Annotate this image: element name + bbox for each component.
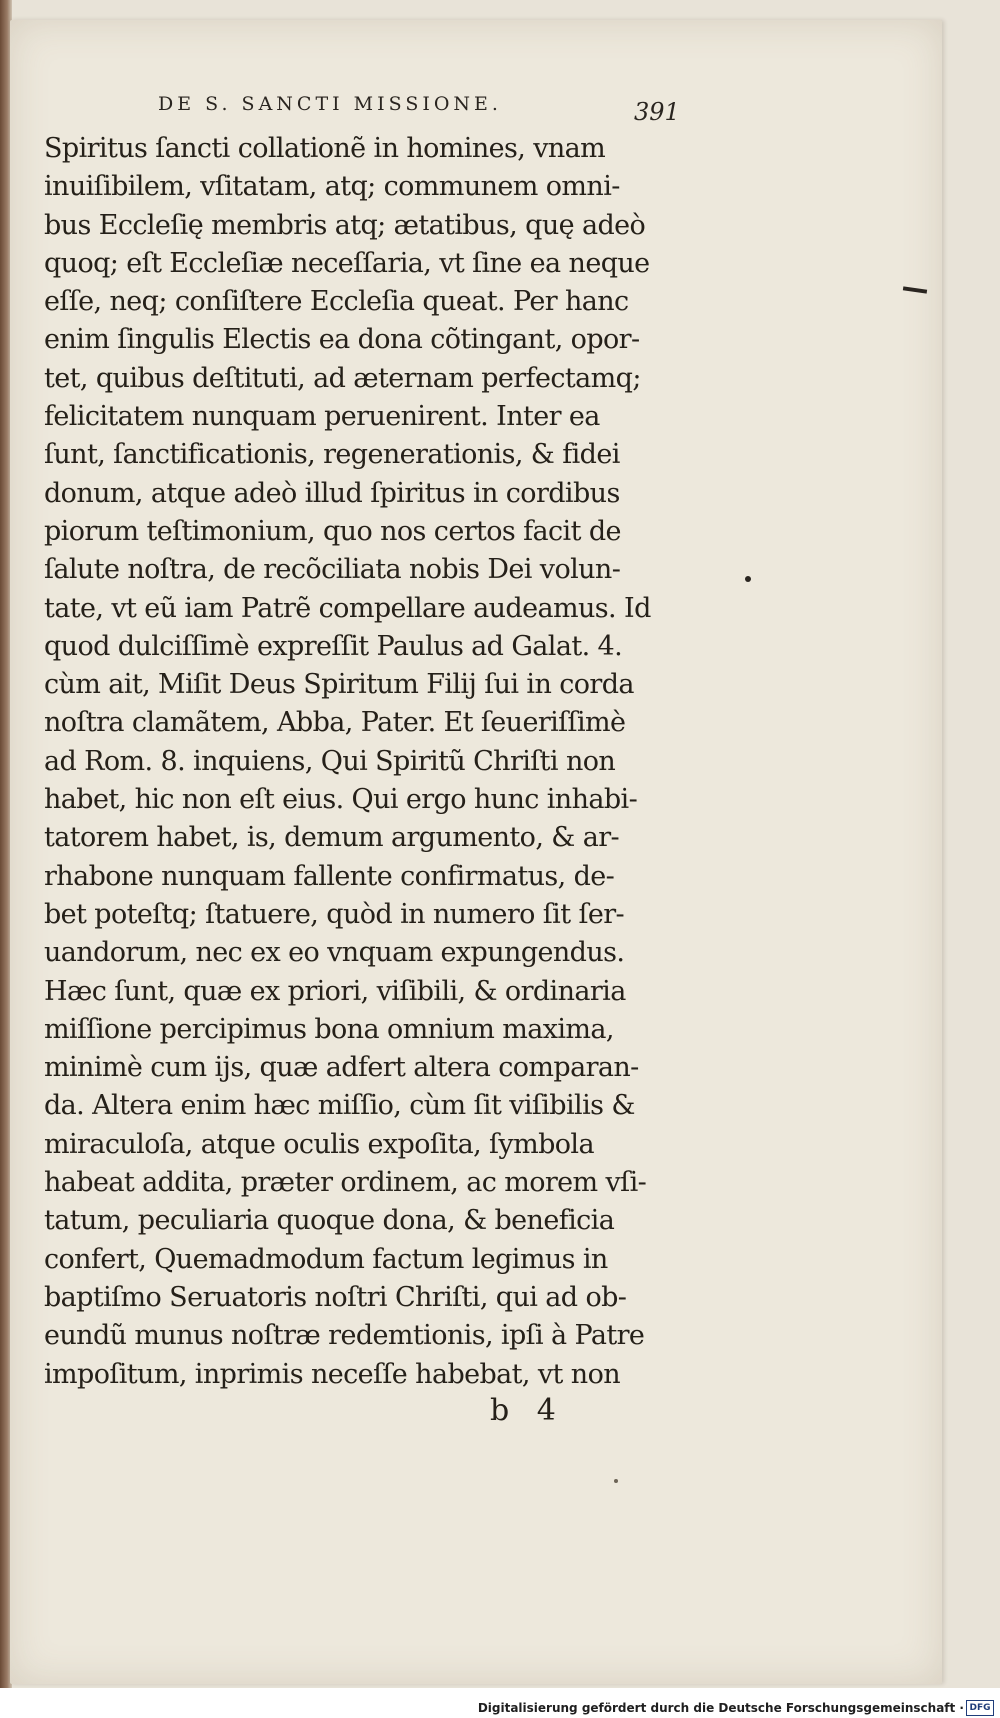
text-line: bus Eccleſię membris atq; ætatibus, quę adeò [44, 209, 646, 241]
dfg-logo: DFG [966, 1700, 994, 1716]
text-line: bet poteſtq; ſtatuere, quòd in numero ſit ſer- [44, 898, 625, 930]
text-line: impoſitum, inprimis neceſſe habebat, vt non [44, 1358, 621, 1390]
text-line: miſſione percipimus bona omnium maxima, [44, 1013, 614, 1045]
text-line: baptiſmo Seruatoris noſtri Chriſti, qui ad ob- [44, 1281, 627, 1313]
body-text [44, 130, 684, 1394]
text-line: tet, quibus deſtituti, ad æternam perfectamq; [44, 362, 641, 394]
funding-credit: Digitalisierung gefördert durch die Deutsche Forschungsgemeinschaft · [477, 1701, 964, 1715]
text-line: rhabone nunquam fallente confirmatus, de- [44, 860, 615, 892]
text-line: tate, vt eũ iam Patrẽ compellare audeamus. Id [44, 592, 651, 624]
text-line: habeat addita, præter ordinem, ac morem vſi- [44, 1167, 647, 1199]
text-line: eundũ munus noſtræ redemtionis, ipſi à Patre [44, 1320, 645, 1352]
text-line: donum, atque adeò illud ſpiritus in cordibus [44, 477, 620, 509]
running-head: DE S. SANCTI MISSIONE. [158, 93, 502, 115]
margin-dash-mark [903, 286, 927, 293]
signature-mark: b 4 [490, 1393, 556, 1428]
page-number: 391 [634, 98, 680, 126]
text-line: confert, Quemadmodum factum legimus in [44, 1243, 608, 1275]
text-line: eſſe, neq; conſiſtere Eccleſia queat. Per hanc [44, 286, 629, 318]
text-line: noſtra clamãtem, Abba, Pater. Et ſeueriſſimè [44, 707, 626, 739]
text-line: enim ſingulis Electis ea dona cõtingant, opor- [44, 324, 640, 356]
text-line: miraculoſa, atque oculis expoſita, ſymbola [44, 1128, 594, 1160]
text-line: cùm ait, Miſit Deus Spiritum Filij ſui in corda [44, 669, 634, 701]
text-line: da. Altera enim hæc miſſio, cùm ſit viſibilis & [44, 1090, 635, 1122]
text-line: Spiritus ſancti collationẽ in homines, vnam [44, 133, 606, 164]
text-line: tatorem habet, is, demum argumento, & ar- [44, 822, 620, 854]
text-line: quod dulciſſimè expreſſit Paulus ad Galat. 4. [44, 630, 623, 662]
text-line: uandorum, nec ex eo vnquam expungendus. [44, 937, 625, 969]
text-line: habet, hic non eſt eius. Qui ergo hunc inhabi- [44, 784, 638, 816]
text-line: Hæc ſunt, quæ ex priori, viſibili, & ordinaria [44, 975, 626, 1007]
text-line: quoq; eſt Eccleſiæ neceſſaria, vt ſine ea neque [44, 247, 650, 279]
text-line: ſalute noſtra, de recõciliata nobis Dei volun- [44, 554, 621, 586]
text-line: felicitatem nunquam peruenirent. Inter ea [44, 401, 600, 433]
ink-speck [745, 576, 751, 582]
text-line: minimè cum ijs, quæ adfert altera comparan- [44, 1052, 639, 1084]
ink-speck [614, 1479, 618, 1483]
text-line: piorum teſtimonium, quo nos certos facit de [44, 515, 621, 547]
text-line: ad Rom. 8. inquiens, Qui Spiritũ Chriſti non [44, 745, 616, 777]
page-leaf [10, 20, 942, 1684]
text-line: tatum, peculiaria quoque dona, & beneficia [44, 1205, 615, 1237]
text-line: ſunt, ſanctificationis, regenerationis, & fidei [44, 439, 620, 471]
text-line: inuiſibilem, vſitatam, atq; communem omni- [44, 171, 620, 203]
